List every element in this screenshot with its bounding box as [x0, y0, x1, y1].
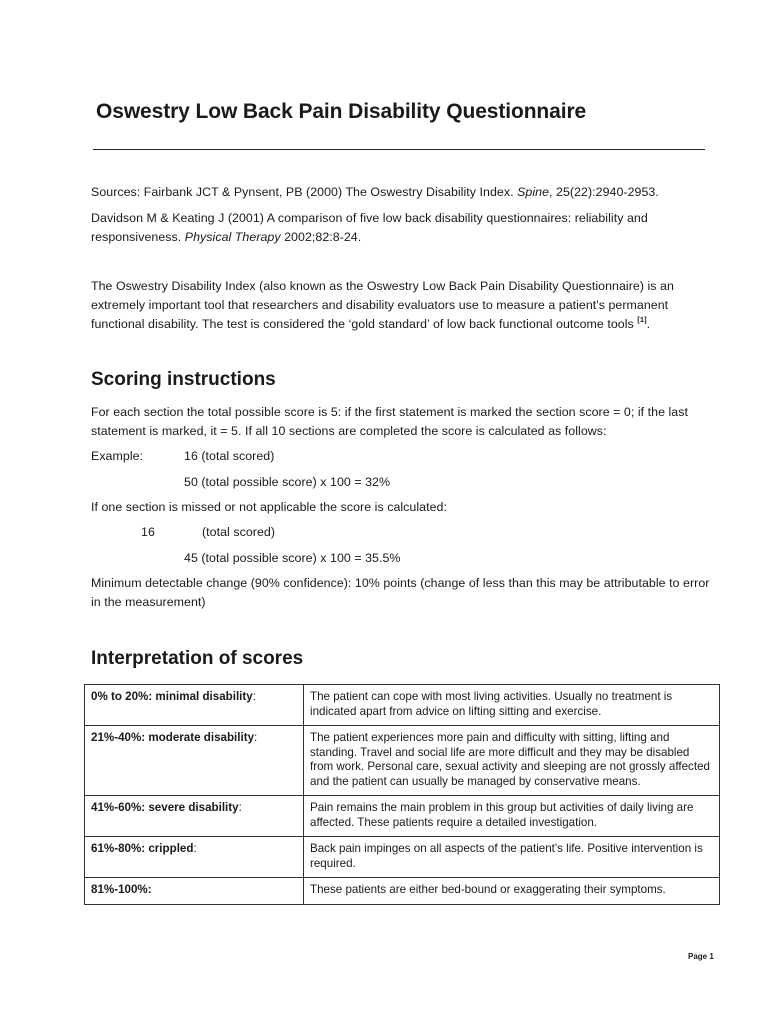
category-suffix: :: [193, 842, 197, 855]
intro-paragraph: [91, 277, 703, 334]
category-label: 0% to 20%: minimal disability: [91, 690, 253, 703]
category-label: 21%-40%: moderate disability: [91, 731, 255, 744]
source-citation-2: [91, 209, 691, 247]
description-cell: Back pain impinges on all aspects of the patient's life. Positive intervention is required.: [304, 837, 720, 878]
category-cell: [85, 796, 304, 837]
missed-total-label: (total scored): [202, 525, 276, 539]
description-cell: The patient can cope with most living activities. Usually no treatment is indicated apart from advice on lifting sitting and exercise.: [304, 685, 720, 726]
category-suffix: :: [252, 690, 256, 703]
category-cell: [85, 837, 304, 878]
interpretation-heading: Interpretation of scores: [91, 648, 304, 669]
table-row: [85, 726, 720, 796]
example-total-scored: 16 (total scored): [184, 449, 275, 463]
category-label: 41%-60%: severe disability: [91, 801, 239, 814]
source-2-journal: Physical Therapy: [184, 230, 281, 244]
source-2-text: Davidson M & Keating J (2001) A comparison of five low back disability questionnaires: reliability and responsiveness.: [91, 211, 648, 244]
description-cell: These patients are either bed-bound or exaggerating their symptoms.: [304, 878, 720, 905]
description-cell: The patient experiences more pain and difficulty with sitting, lifting and standing. Travel and social life are more difficult and they may be disabled from work. Personal care, sexual activity and sleeping are not grossly affected and the patient can usually be managed by conservative means.: [304, 726, 720, 796]
intro-text: The Oswestry Disability Index (also known as the Oswestry Low Back Pain Disability Questionnaire) is an extremely important tool that researchers and disability evaluators use to measure a patient's permanent functional disability. The test is considered the ‘gold standard’ of low back functional outcome tools: [91, 279, 674, 331]
missed-section-text: If one section is missed or not applicable the score is calculated:: [91, 500, 447, 514]
example-calculation: 50 (total possible score) x 100 = 32%: [184, 475, 391, 489]
page-title: Oswestry Low Back Pain Disability Questionnaire: [96, 100, 587, 123]
table-row: [85, 837, 720, 878]
missed-total-number: 16: [141, 525, 155, 539]
category-suffix: :: [254, 731, 258, 744]
interpretation-table: [84, 684, 720, 905]
title-divider: [93, 149, 705, 150]
source-citation-1: [91, 183, 721, 202]
missed-calculation: 45 (total possible score) x 100 = 35.5%: [184, 551, 401, 565]
category-label: 61%-80%: crippled: [91, 842, 194, 855]
reference-marker: [1]: [637, 315, 647, 324]
example-label: Example:: [91, 449, 144, 463]
source-1-text: Sources: Fairbank JCT & Pynsent, PB (2000) The Oswestry Disability Index.: [91, 185, 518, 199]
source-1-journal: Spine: [517, 185, 550, 199]
description-cell: Pain remains the main problem in this group but activities of daily living are affected. These patients require a detailed investigation.: [304, 796, 720, 837]
mdc-paragraph: Minimum detectable change (90% confidence): 10% points (change of less than this may be attributable to error in the measurement): [91, 576, 710, 609]
table-row: [85, 878, 720, 905]
intro-end: .: [646, 317, 651, 331]
table-row: [85, 796, 720, 837]
scoring-heading: Scoring instructions: [91, 369, 276, 390]
source-2-details: 2002;82:8-24.: [280, 230, 362, 244]
category-label: 81%-100%:: [91, 883, 152, 896]
category-cell: [85, 878, 304, 905]
category-cell: [85, 726, 304, 796]
page-number: Page 1: [688, 952, 714, 961]
scoring-paragraph: For each section the total possible score is 5: if the first statement is marked the section score = 0; if the last statement is marked, it = 5. If all 10 sections are completed the score is calculated as follows:: [91, 405, 688, 438]
table-row: [85, 685, 720, 726]
category-suffix: :: [238, 801, 242, 814]
source-1-details: , 25(22):2940-2953.: [549, 185, 659, 199]
category-cell: [85, 685, 304, 726]
